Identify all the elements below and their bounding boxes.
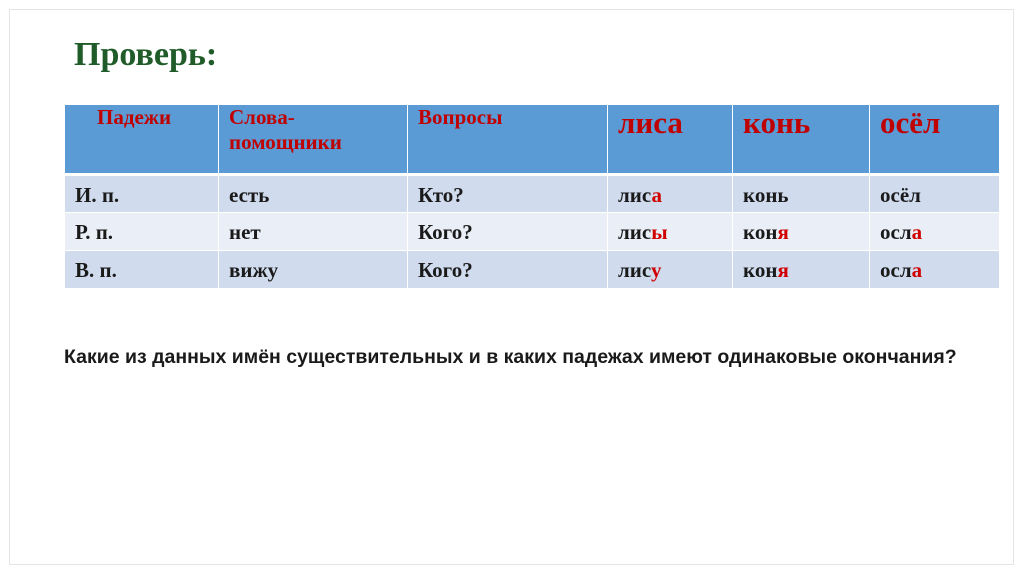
case-cell: И. п.: [65, 175, 219, 213]
page-title: Проверь:: [74, 36, 218, 73]
word-cell-lisa: [608, 175, 733, 213]
table-row: [65, 175, 1000, 213]
word-cell-kon: [733, 175, 870, 213]
word-stem: кон: [743, 220, 778, 244]
table-row: [65, 251, 1000, 289]
word-ending: у: [650, 258, 662, 282]
word-ending: а: [911, 220, 923, 244]
header-helper-line2: помощники: [229, 130, 342, 154]
word-stem: осл: [880, 220, 912, 244]
header-case: Падежи: [65, 105, 219, 175]
header-helper-words: [219, 105, 408, 175]
header-helper-line1: Слова-: [229, 105, 295, 129]
question-cell: Кто?: [408, 175, 608, 213]
header-word-lisa: лиса: [608, 105, 733, 175]
word-cell-lisa: [608, 213, 733, 251]
header-word-osel: осёл: [870, 105, 1000, 175]
word-cell-kon: [733, 213, 870, 251]
word-stem: кон: [743, 258, 778, 282]
helper-cell: есть: [219, 175, 408, 213]
helper-cell: нет: [219, 213, 408, 251]
word-ending: а: [651, 183, 662, 207]
table-row: [65, 213, 1000, 251]
word-stem: осл: [880, 258, 912, 282]
case-cell: В. п.: [65, 251, 219, 289]
word-ending: я: [777, 220, 789, 244]
word-stem: лис: [618, 183, 652, 207]
word-cell-osel: [870, 251, 1000, 289]
word-ending: а: [911, 258, 923, 282]
header-questions: Вопросы: [408, 105, 608, 175]
word-ending: я: [777, 258, 789, 282]
header-word-kon: конь: [733, 105, 870, 175]
table-header-row: [65, 105, 1000, 175]
word-ending: ы: [651, 220, 668, 244]
word-cell-kon: [733, 251, 870, 289]
case-cell: Р. п.: [65, 213, 219, 251]
declension-table: [64, 104, 1000, 289]
word-stem: лис: [618, 220, 652, 244]
helper-cell: вижу: [219, 251, 408, 289]
question-text: Какие из данных имён существительных и в каких падежах имеют одинаковые окончания?: [64, 346, 957, 368]
question-cell: Кого?: [408, 213, 608, 251]
word-stem: осёл: [880, 183, 921, 207]
word-cell-lisa: [608, 251, 733, 289]
word-stem: лис: [618, 258, 651, 282]
word-stem: конь: [743, 183, 789, 207]
word-cell-osel: [870, 213, 1000, 251]
question-cell: Кого?: [408, 251, 608, 289]
word-cell-osel: [870, 175, 1000, 213]
